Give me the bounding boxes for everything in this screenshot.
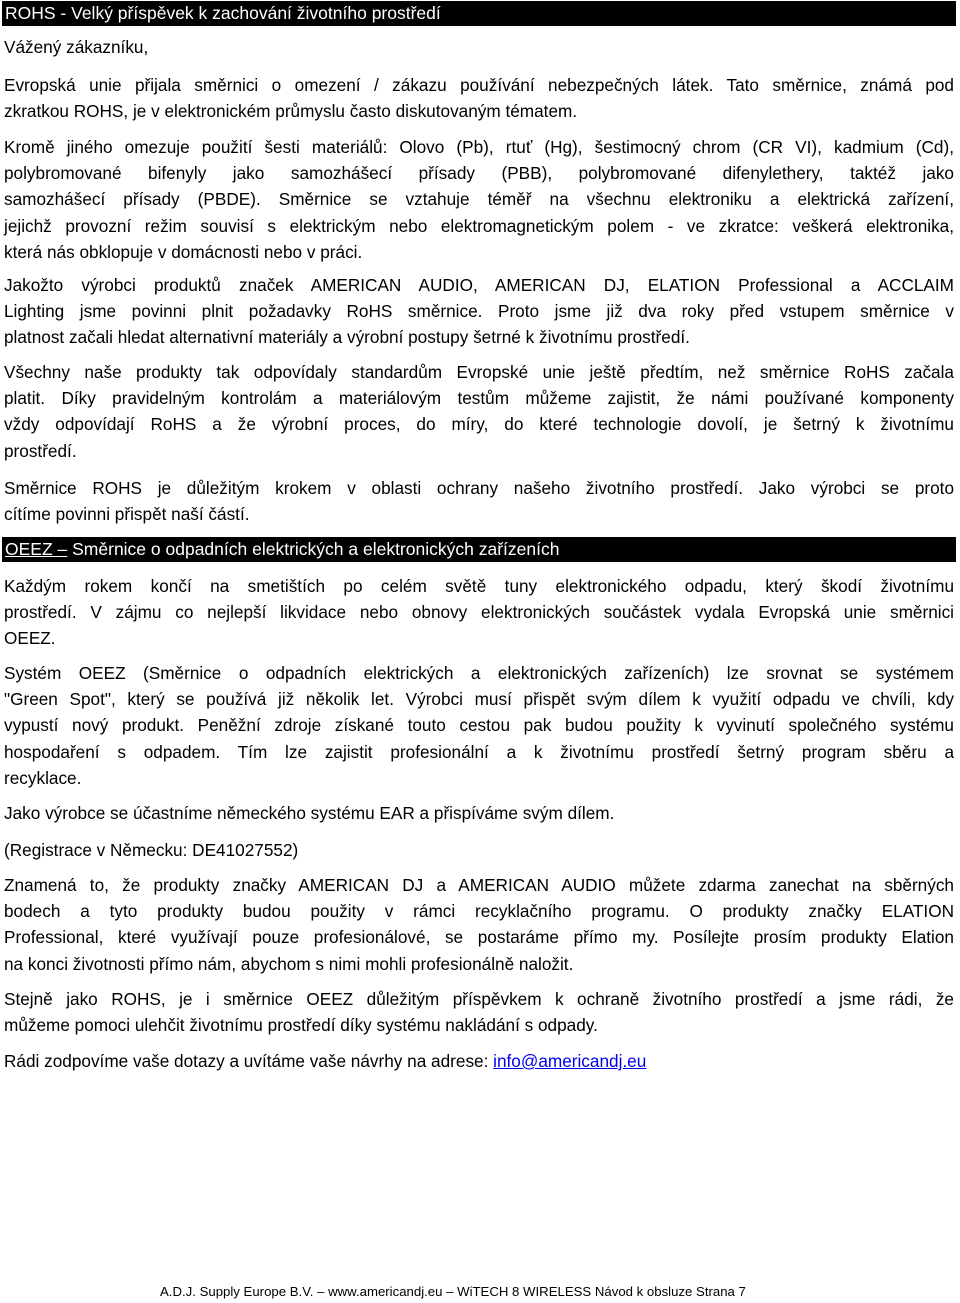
paragraph-line: na konci životnosti přímo nám, abychom s nimi mohli profesionálně naložit. (4, 953, 574, 974)
paragraph-compliance (4, 359, 954, 464)
paragraph-rohs-importance (4, 475, 954, 527)
paragraph-line: bodech a tyto produkty budou použity v rámci recyklačního programu. O produkty značky ELATION (4, 901, 954, 922)
paragraph-line: recyklace. (4, 767, 82, 788)
section-title-oeez-rest: Směrnice o odpadních elektrických a elektronických zařízeních (67, 539, 560, 559)
section-title-oeez-prefix (5, 539, 67, 559)
paragraph-oeez-system (4, 660, 954, 791)
paragraph-line: samozhášecí přísady (PBDE). Směrnice se vztahuje téměř na všechnu elektroniku a elektrická zařízení, (4, 189, 954, 210)
paragraph-line: Směrnice ROHS je důležitým krokem v oblasti ochrany našeho životního prostředí. Jako výrobci se proto (4, 478, 954, 498)
greeting: Vážený zákazníku, (4, 37, 149, 57)
paragraph-line: polybromované bifenyly jako samozhášecí přísady (PBB), polybromované difenylethery, taktéž jako (4, 163, 954, 184)
section-title-rohs: ROHS - Velký příspěvek k zachování životního prostředí (5, 3, 441, 23)
paragraph-line: vypustí nový produkt. Peněžní zdroje získané touto cestou pak budou použity k vyvinutí společného systému (4, 715, 954, 736)
paragraph-materials (4, 134, 954, 265)
paragraph-contact (4, 1048, 646, 1074)
paragraph-line: Znamená to, že produkty značky AMERICAN DJ a AMERICAN AUDIO můžete zdarma zanechat na sběrných (4, 875, 954, 895)
paragraph-line: OEEZ. (4, 628, 56, 649)
paragraph-line: vždy odpovídají RoHS a že výrobní proces, do míry, do které technologie dovolí, je šetrný k životnímu (4, 414, 954, 435)
paragraph-line: Stejně jako ROHS, je i směrnice OEEZ důležitým příspěvkem k ochraně životního prostředí a jsme rádi, že (4, 989, 954, 1009)
paragraph-line: prostředí. (4, 440, 77, 461)
paragraph-line: jejichž provozní režim souvisí s elektrickým nebo elektromagnetickým polem - ve zkratce: veškerá elektronika, (4, 215, 954, 236)
paragraph-electronic-waste (4, 573, 954, 652)
paragraph-line: Všechny naše produkty tak odpovídaly standardům Evropské unie ještě předtím, než směrnice RoHS začala (4, 362, 954, 382)
paragraph-line: Professional, které využívají pouze profesionálové, se postaráme přímo my. Posílejte prosím produkty Elation (4, 927, 954, 948)
paragraph-line: "Green Spot", který se používá již několik let. Výrobci musí přispět svým dílem k využití odpadu ve chvíli, kdy (4, 689, 954, 710)
paragraph-line: Systém OEEZ (Směrnice o odpadních elektrických a elektronických zařízeních) lze srovnat se systémem (4, 663, 954, 683)
paragraph-line: Jakožto výrobci produktů značek AMERICAN AUDIO, AMERICAN DJ, ELATION Professional a ACCLAIM (4, 275, 954, 295)
paragraph-line: Kromě jiného omezuje použití šesti materiálů: Olovo (Pb), rtuť (Hg), šestimocný chrom (CR VI), kadmium (Cd), (4, 137, 954, 157)
paragraph-line: která nás obklopuje v domácnosti nebo v práci. (4, 241, 363, 262)
paragraph-registration: (Registrace v Německu: DE41027552) (4, 840, 299, 860)
page-footer: A.D.J. Supply Europe B.V. – www.americandj.eu – WiTECH 8 WIRELESS Návod k obsluze Strana 7 (160, 1284, 746, 1299)
paragraph-ear-system: Jako výrobce se účastníme německého systému EAR a přispíváme svým dílem. (4, 803, 615, 823)
paragraph-line: platit. Díky pravidelným kontrolám a materiálovým testům můžeme zajistit, že námi používané komponenty (4, 388, 954, 409)
paragraph-line: hospodaření s odpadem. Tím lze zajistit profesionální a k životnímu prostředí šetrný program sběru a (4, 741, 954, 762)
section-header-oeez (2, 537, 956, 562)
email-link[interactable]: info@americandj.eu (493, 1051, 647, 1071)
paragraph-line: zkratkou ROHS, je v elektronickém průmyslu často diskutovaným tématem. (4, 101, 578, 122)
contact-text: Rádi zodpovíme vaše dotazy a uvítáme vaše návrhy na adrese: (4, 1051, 494, 1071)
paragraph-manufacturer-brands (4, 272, 954, 351)
paragraph-line: platnost začali hledat alternativní materiály a výrobní postupy šetrné k životnímu prostředí. (4, 327, 690, 348)
paragraph-eu-directive (4, 72, 954, 124)
paragraph-line: můžeme pomoci ulehčit životnímu prostředí díky systému nakládání s odpady. (4, 1015, 598, 1036)
paragraph-line: Evropská unie přijala směrnici o omezení / zákazu používání nebezpečných látek. Tato směrnice, známá pod (4, 75, 954, 95)
section-title-oeez-word: OEEZ (5, 539, 53, 559)
paragraph-oeez-contribution (4, 986, 954, 1038)
paragraph-line: Lighting jsme povinni plnit požadavky RoHS směrnice. Proto jsme již dva roky před vstupem směrnice v (4, 301, 954, 322)
section-header-rohs (2, 1, 956, 26)
paragraph-line: Každým rokem končí na smetištích po celém světě tuny elektronického odpadu, který škodí životnímu (4, 576, 954, 596)
paragraph-collection-points (4, 872, 954, 977)
section-title-dash: – (57, 539, 68, 559)
paragraph-line: prostředí. V zájmu co nejlepší likvidace nebo obnovy elektronických součástek vydala Evropská unie směrnici (4, 602, 954, 623)
paragraph-line: cítíme povinni přispět naší částí. (4, 504, 250, 525)
